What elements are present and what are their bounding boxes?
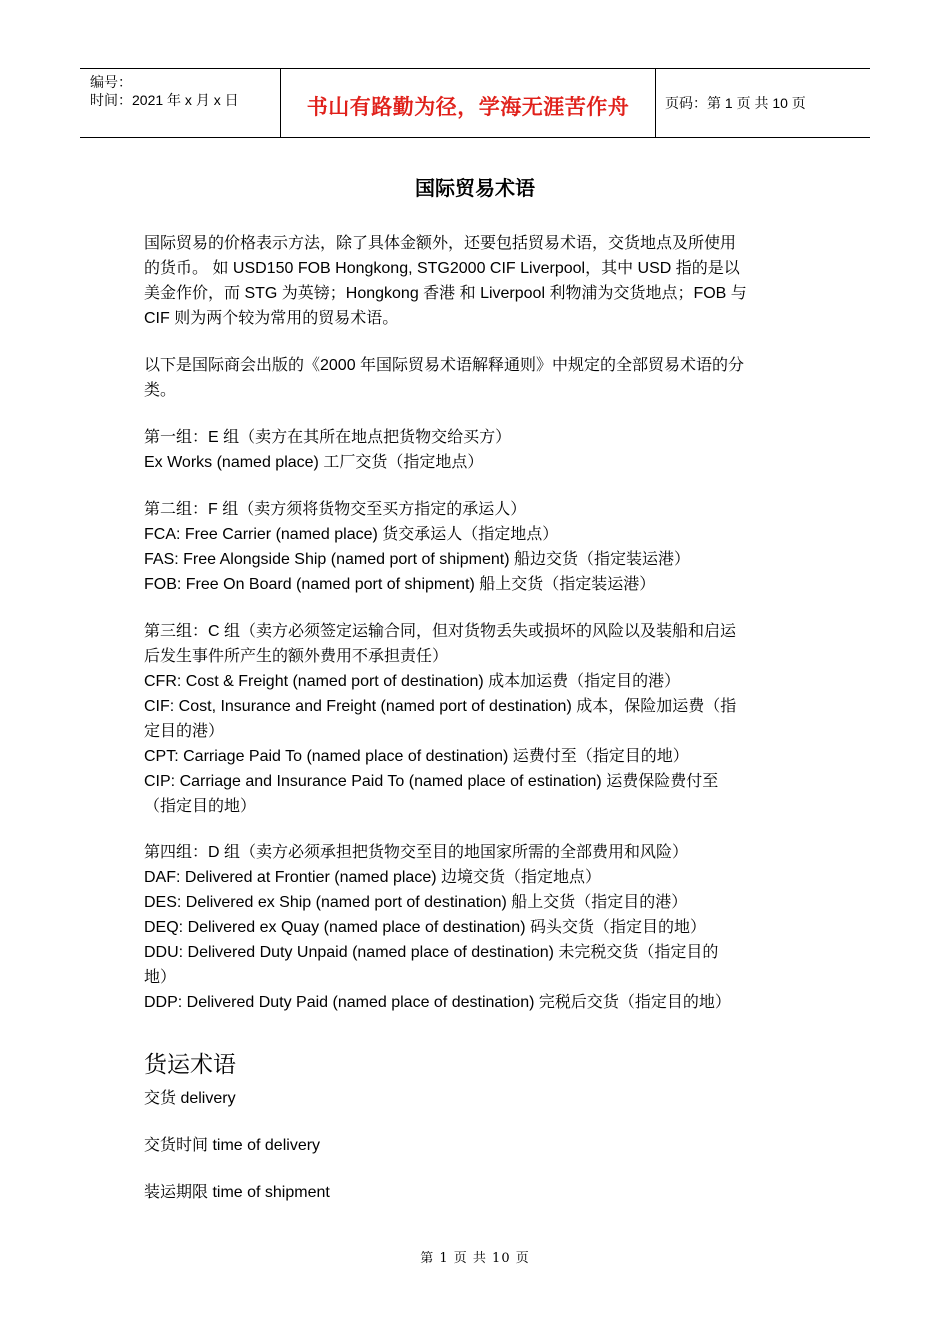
intro-line: 的货币。 如 USD150 FOB Hongkong, STG2000 CIF Liverpool，其中 USD 指的是以 xyxy=(144,260,740,277)
group-c-line: 后发生事件所产生的额外费用不承担责任） xyxy=(144,648,449,665)
freight-term-item: 交货 delivery xyxy=(144,1090,236,1107)
group-e-line: 第一组：E 组（卖方在其所在地点把货物交给买方） xyxy=(144,429,512,446)
number-label: 编号： xyxy=(90,74,132,90)
group-f xyxy=(144,497,809,597)
group-d-line: DAF: Delivered at Frontier (named place) 边境交货（指定地点） xyxy=(144,869,602,886)
motto: 书山有路勤为径，学海无涯苦作舟 xyxy=(306,95,630,119)
intro-line: CIF 则为两个较为常用的贸易术语。 xyxy=(144,310,399,327)
group-e xyxy=(144,425,809,475)
page-footer: 第 1 页 共 10 页 xyxy=(420,1251,530,1266)
group-f-line: FAS: Free Alongside Ship (named port of shipment) 船边交货（指定装运港） xyxy=(144,551,690,568)
group-c-line: CIP: Carriage and Insurance Paid To (named place of estination) 运费保险费付至 xyxy=(144,773,719,790)
group-c-line: （指定目的地） xyxy=(144,798,257,815)
header-page-cell xyxy=(655,69,870,137)
group-c-line: CPT: Carriage Paid To (named place of destination) 运费付至（指定目的地） xyxy=(144,748,689,765)
group-c-line: 第三组：C 组（卖方必须签定运输合同，但对货物丢失或损坏的风险以及装船和启运 xyxy=(144,623,737,640)
freight-section-title: 货运术语 xyxy=(144,1052,236,1078)
page-info: 页码：第 1 页 共 10 页 xyxy=(665,95,806,111)
classification-line: 类。 xyxy=(144,382,177,399)
header-motto-cell xyxy=(280,69,656,137)
intro-line: 国际贸易的价格表示方法，除了具体金额外，还要包括贸易术语，交货地点及所使用 xyxy=(144,235,737,252)
group-d-line: 第四组：D 组（卖方必须承担把货物交至目的地国家所需的全部费用和风险） xyxy=(144,844,689,861)
group-c xyxy=(144,619,809,819)
group-f-line: FCA: Free Carrier (named place) 货交承运人（指定地点） xyxy=(144,526,559,543)
group-f-line: FOB: Free On Board (named port of shipment) 船上交货（指定装运港） xyxy=(144,576,656,593)
time-label: 时间：2021 年 x 月 x 日 xyxy=(90,92,239,108)
classification-line: 以下是国际商会出版的《2000 年国际贸易术语解释通则》中规定的全部贸易术语的分 xyxy=(144,357,745,374)
group-d-line: DDP: Delivered Duty Paid (named place of destination) 完税后交货（指定目的地） xyxy=(144,994,731,1011)
group-c-line: CIF: Cost, Insurance and Freight (named port of destination) 成本，保险加运费（指 xyxy=(144,698,737,715)
classification-paragraph xyxy=(144,353,809,403)
freight-term-item: 装运期限 time of shipment xyxy=(144,1184,330,1201)
group-f-line: 第二组：F 组（卖方须将货物交至买方指定的承运人） xyxy=(144,501,527,518)
group-c-line: CFR: Cost & Freight (named port of destination) 成本加运费（指定目的港） xyxy=(144,673,681,690)
document-header xyxy=(80,68,870,138)
group-d-line: DES: Delivered ex Ship (named port of destination) 船上交货（指定目的港） xyxy=(144,894,688,911)
group-e-line: Ex Works (named place) 工厂交货（指定地点） xyxy=(144,454,484,471)
group-d-line: DDU: Delivered Duty Unpaid (named place of destination) 未完税交货（指定目的 xyxy=(144,944,719,961)
intro-line: 美金作价，而 STG 为英镑；Hongkong 香港 和 Liverpool 利物浦为交货地点；FOB 与 xyxy=(144,285,747,302)
header-meta-cell xyxy=(80,69,280,137)
group-c-line: 定目的港） xyxy=(144,723,225,740)
group-d xyxy=(144,840,809,1015)
group-d-line: DEQ: Delivered ex Quay (named place of destination) 码头交货（指定目的地） xyxy=(144,919,706,936)
intro-paragraph xyxy=(144,231,809,331)
page-title: 国际贸易术语 xyxy=(415,176,535,200)
freight-term-item: 交货时间 time of delivery xyxy=(144,1137,321,1154)
group-d-line: 地） xyxy=(144,969,177,986)
